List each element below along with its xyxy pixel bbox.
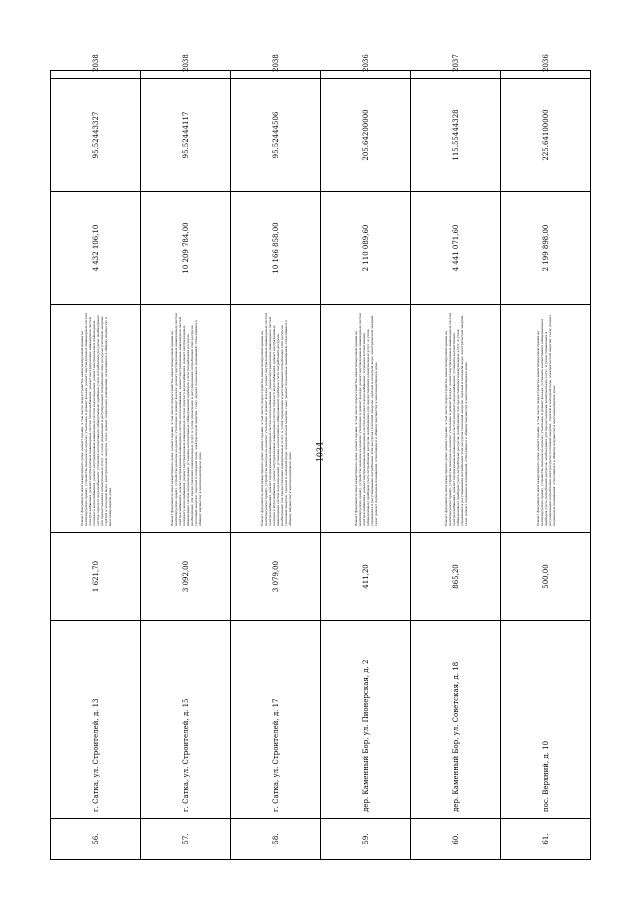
row-number: 58.: [231, 819, 321, 860]
row-cost: 4 441 071,60: [411, 192, 501, 305]
row-year: 2038: [231, 71, 321, 79]
table-body: [51, 54, 591, 860]
row-year: 2038: [51, 71, 141, 79]
row-year: 2036: [501, 71, 591, 79]
table-row: [231, 71, 321, 860]
row-area: 411,20: [321, 533, 411, 621]
row-number: 60.: [411, 819, 501, 860]
row-area: 1 621,70: [51, 533, 141, 621]
row-code: 95.52444506: [231, 79, 321, 192]
row-address: г. Сатка, ул. Строителей, д. 17: [231, 621, 321, 819]
row-code: 95.52444117: [141, 79, 231, 192]
table-row: [501, 71, 591, 860]
row-address: г. Сатка, ул. Строителей, д. 15: [141, 621, 231, 819]
row-works: Ремонт фундамента многоквартирного дома; ремонт крыши, в том числе переустройство невентилируемой крыши на вентилируемую крышу, устройство выходов на кровлю; утепление и ремонт фасада; ремонт внутридомовых инженерных систем электроснабжения, ремонт внутридомовых инженерных систем холодного водоснабжения; установка коллективных (общедомовых) приборов учета потребления ресурсов, необходимых для предоставления коммунальных услуг, и узлов управления и регулирования потребления этих ресурсов (тепловой энергии, горячей и холодной воды, электрической энергии, газа); ремонт подвальных помещений, относящихся к общему имуществу в многоквартирном доме: [411, 305, 501, 533]
row-number: 56.: [51, 819, 141, 860]
row-address: дер. Каменный Бор, ул. Советская, д. 18: [411, 621, 501, 819]
row-area: 500,00: [501, 533, 591, 621]
row-address: пос. Верхний, д. 10: [501, 621, 591, 819]
row-works: Ремонт фундамента многоквартирного дома; ремонт крыши, в том числе переустройство невентилируемой крыши на вентилируемую крышу, устройство выходов на кровлю; утепление и ремонт фасада; ремонт внутридомовых инженерных систем электроснабжения, ремонт внутридомовых инженерных систем теплоснабжения, ремонт внутридомовых инженерных систем холодного водоснабжения, ремонт внутридомовых инженерных систем горячего водоснабжения, ремонт внутридомовых инженерных систем водоотведения; установка коллективных (общедомовых) приборов учета потребления ресурсов, необходимых для предоставления коммунальных услуг, и узлов управления и регулирования потребления этих ресурсов (тепловой энергии, горячей и холодной воды, электрической энергии, газа); ремонт подвальных помещений, относящихся к общему имуществу в многоквартирном доме: [141, 305, 231, 533]
table-row: [141, 71, 231, 860]
row-cost: 4 432 106,10: [51, 192, 141, 305]
row-cost: 10 166 858,00: [231, 192, 321, 305]
row-code: 225.64100000: [501, 79, 591, 192]
row-area: 3 092,00: [141, 533, 231, 621]
row-number: 59.: [321, 819, 411, 860]
row-code: 95.52443327: [51, 79, 141, 192]
row-works: Ремонт фундамента многоквартирного дома; ремонт крыши, в том числе переустройство невентилируемой крыши на вентилируемую крышу, устройство выходов на кровлю; утепление и ремонт фасада; установка коллективных (общедомовых) приборов учета потребления ресурсов, необходимых для предоставления коммунальных услуг, и узлов управления и регулирования потребления этих ресурсов (тепловой энергии, горячей и холодной воды, электрической энергии, газа); ремонт подвальных помещений, относящихся к общему имуществу в многоквартирном доме: [501, 305, 591, 533]
row-cost: 10 209 784,00: [141, 192, 231, 305]
row-works: Ремонт фундамента многоквартирного дома; ремонт крыши, в том числе переустройство невентилируемой крыши на вентилируемую крышу, устройство выходов на кровлю; утепление и ремонт фасада; ремонт внутридомовых инженерных систем электроснабжения, ремонт внутридомовых инженерных систем теплоснабжения, ремонт внутридомовых инженерных систем холодного водоснабжения, ремонт внутридомовых инженерных систем водоотведения, ремонт внутридомовых инженерных систем горячего водоснабжения; установка коллективных (общедомовых) приборов учета потребления ресурсов, необходимых для предоставления коммунальных услуг, и узлов управления и регулирования потребления этих ресурсов (тепловой энергии, горячей и холодной воды, электрической энергии, газа); ремонт подвальных помещений, относящихся к общему имуществу в многоквартирном доме: [51, 305, 141, 533]
row-works: Ремонт фундамента многоквартирного дома; ремонт крыши, в том числе переустройство невентилируемой крыши на вентилируемую крышу, устройство выходов на кровлю; утепление и ремонт фасада; ремонт внутридомовых инженерных систем электроснабжения, ремонт внутридомовых инженерных систем теплоснабжения, ремонт внутридомовых инженерных систем холодного водоснабжения, ремонт внутридомовых инженерных систем горячего водоснабжения, ремонт внутридомовых инженерных систем водоотведения; установка коллективных (общедомовых) приборов учета потребления ресурсов, необходимых для предоставления коммунальных услуг, и узлов управления и регулирования потребления этих ресурсов (тепловой энергии, горячей и холодной воды, электрической энергии, газа); ремонт подвальных помещений, относящихся к общему имуществу в многоквартирном доме: [231, 305, 321, 533]
row-year: 2036: [321, 71, 411, 79]
rotated-table-container: [50, 54, 590, 860]
row-number: 61.: [501, 819, 591, 860]
row-works: Ремонт фундамента многоквартирного дома; ремонт крыши, в том числе переустройство невентилируемой крыши на вентилируемую крышу, устройство выходов на кровлю; утепление и ремонт фасада; ремонт внутридомовых инженерных систем электроснабжения, ремонт внутридомовых инженерных систем холодного водоснабжения; установка коллективных (общедомовых) приборов учета потребления ресурсов, необходимых для предоставления коммунальных услуг, и узлов управления и регулирования потребления этих ресурсов (тепловой энергии, горячей и холодной воды, электрической энергии, газа); ремонт подвальных помещений, относящихся к общему имуществу в многоквартирном доме: [321, 305, 411, 533]
row-number: 57.: [141, 819, 231, 860]
row-area: 3 079,00: [231, 533, 321, 621]
capital-repair-table: [50, 54, 591, 860]
row-area: 865,20: [411, 533, 501, 621]
table-row: [411, 71, 501, 860]
row-year: 2038: [141, 71, 231, 79]
table-row: [51, 71, 141, 860]
row-code: 205.64200000: [321, 79, 411, 192]
row-year: 2037: [411, 71, 501, 79]
row-address: дер. Каменный Бор, ул. Пионерская, д. 2: [321, 621, 411, 819]
row-address: г. Сатка, ул. Строителей, д. 13: [51, 621, 141, 819]
row-cost: 2 199 898,00: [501, 192, 591, 305]
page-number: 1034: [315, 441, 325, 463]
table-row: [321, 71, 411, 860]
row-cost: 2 110 089,60: [321, 192, 411, 305]
row-code: 115.55444328: [411, 79, 501, 192]
